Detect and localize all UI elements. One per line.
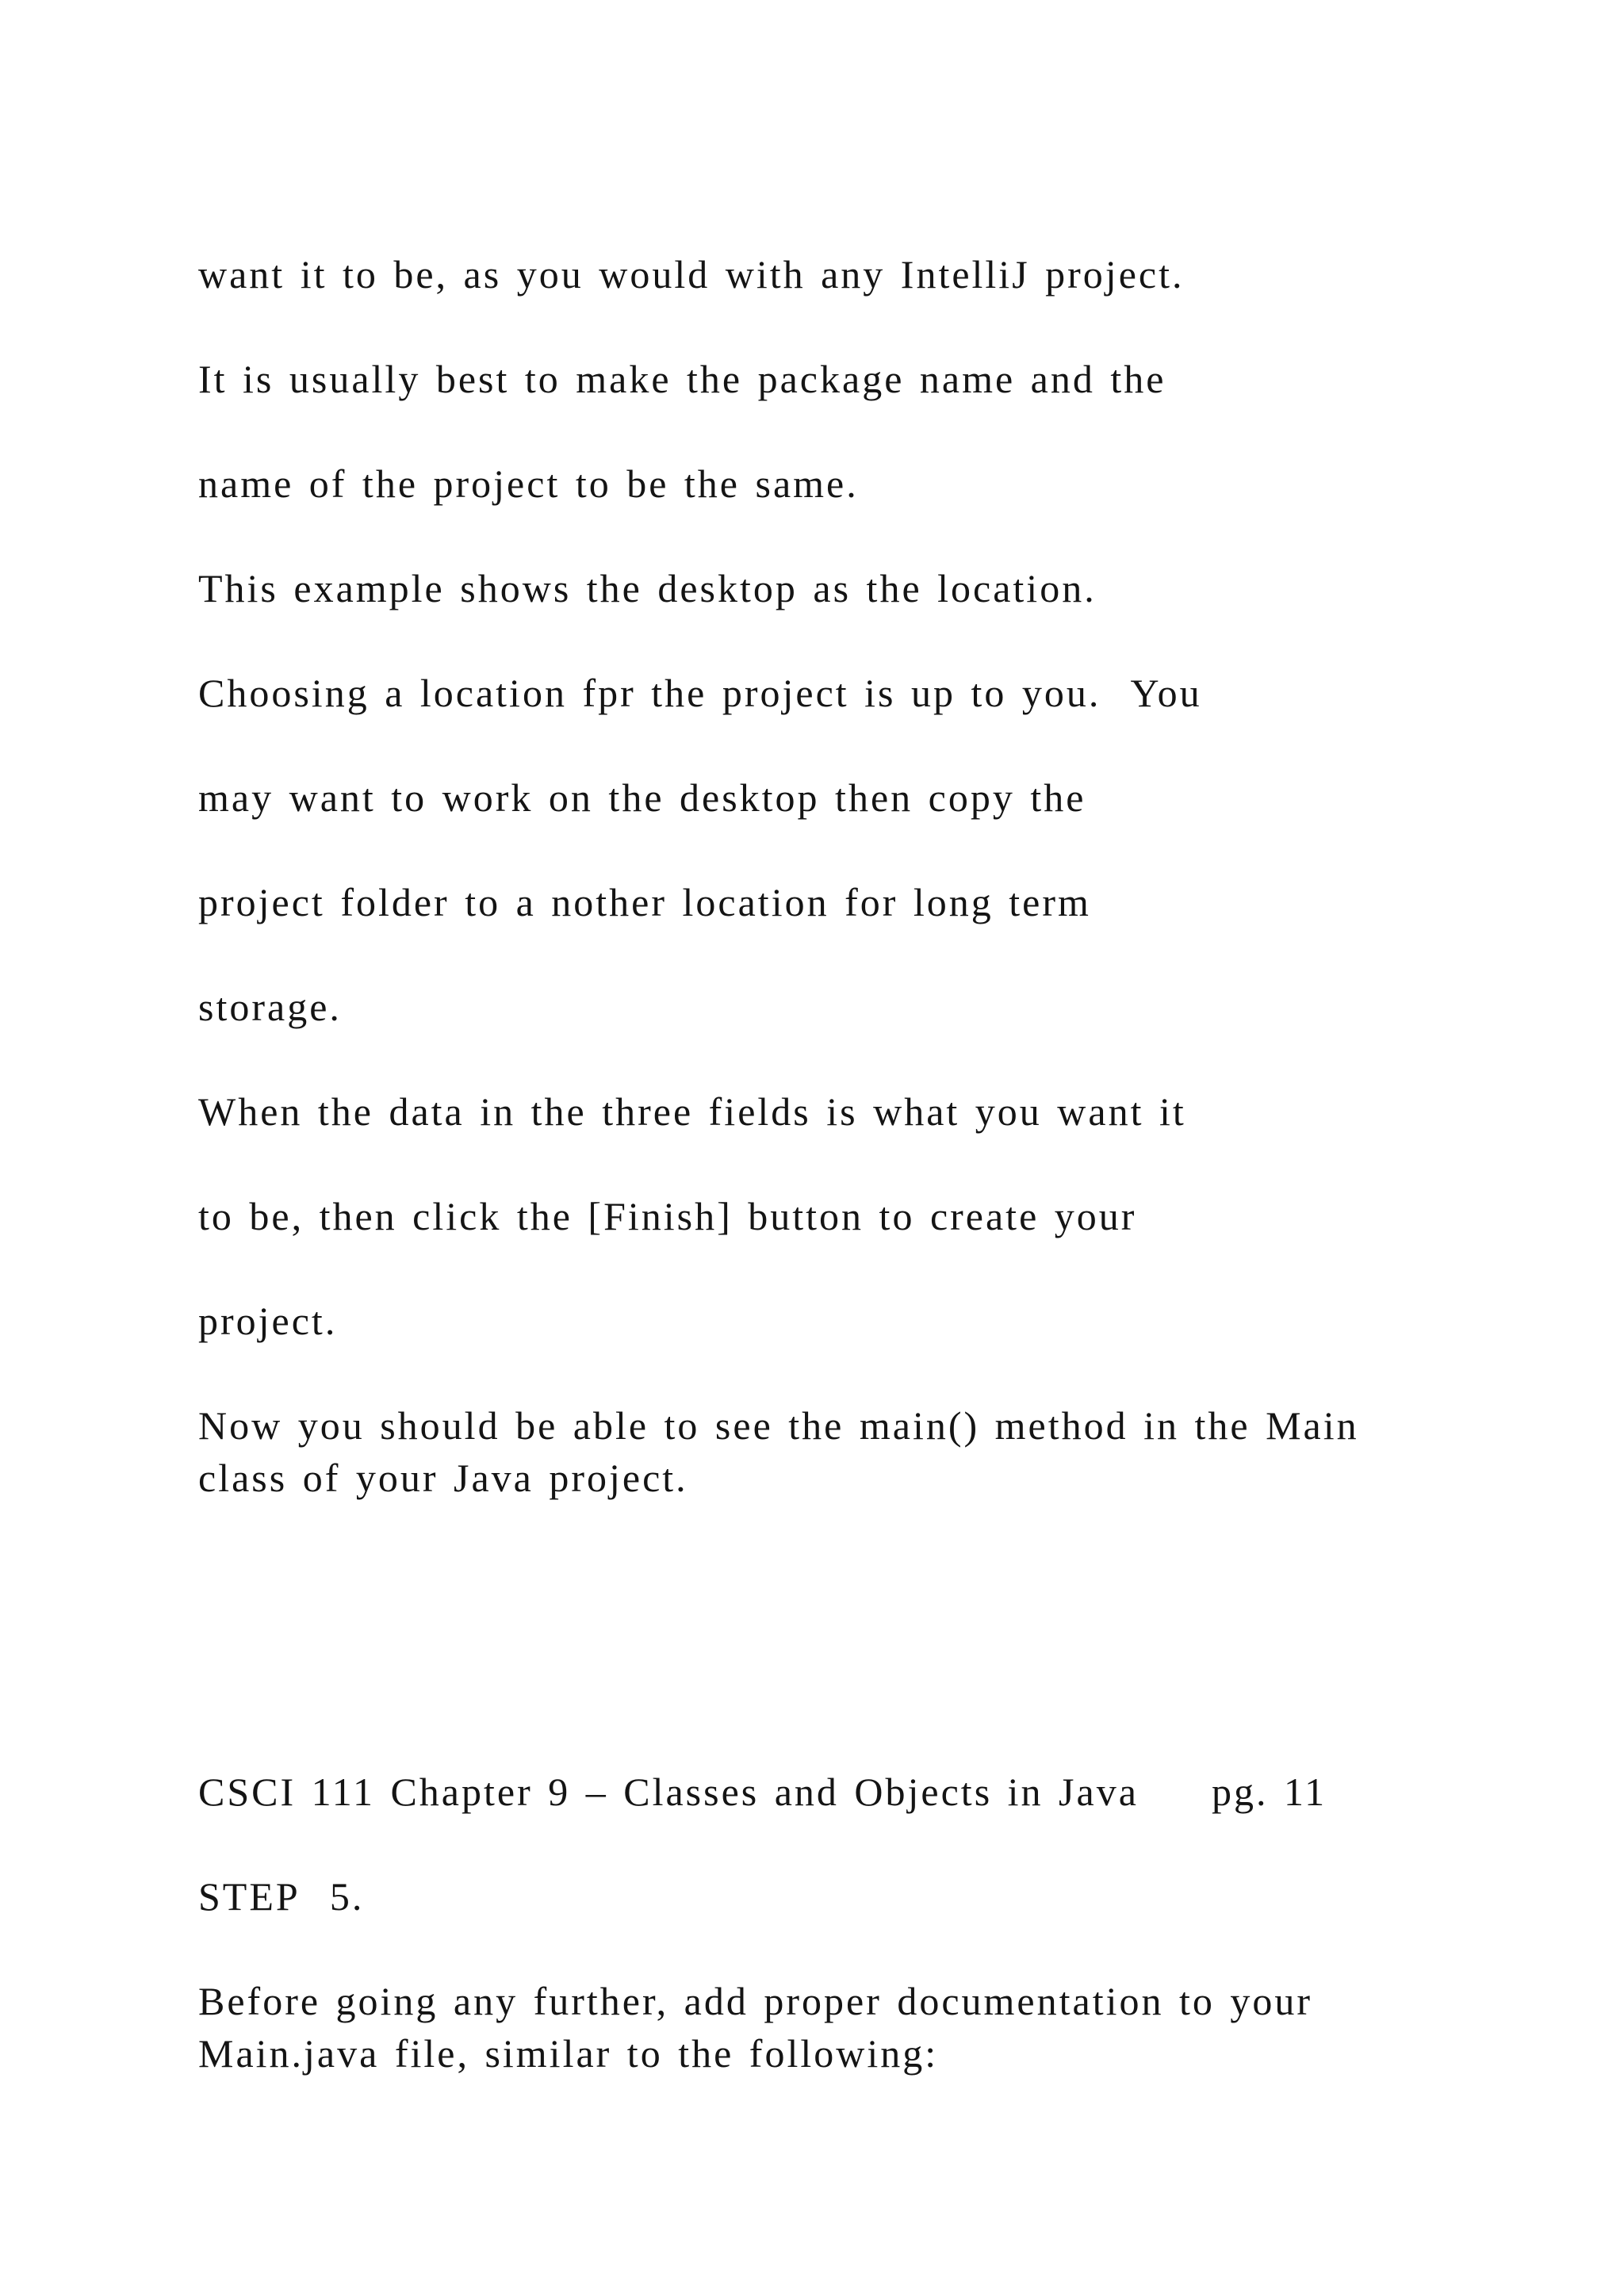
text-line: project folder to a nother location for long term [198, 880, 1091, 924]
text-line: want it to be, as you would with any IntelliJ project. [198, 252, 1185, 297]
step-heading: STEP 5. [198, 1874, 365, 1919]
text-line: to be, then click the [Finish] button to create your [198, 1194, 1137, 1238]
text-line: storage. [198, 985, 342, 1029]
text-line: class of your Java project. [198, 1456, 688, 1500]
text-line: When the data in the three fields is what you want it [198, 1089, 1186, 1134]
text-line: Choosing a location fpr the project is up to you. You [198, 671, 1202, 715]
text-line: may want to work on the desktop then copy the [198, 775, 1086, 820]
text-line: name of the project to be the same. [198, 461, 859, 506]
page-number: pg. 11 [1212, 1770, 1327, 1814]
text-line: This example shows the desktop as the location. [198, 566, 1097, 610]
text-line: Before going any further, add proper documentation to your [198, 1979, 1313, 2023]
text-line: Now you should be able to see the main() method in the Main [198, 1403, 1359, 1448]
text-line: Main.java file, similar to the following: [198, 2031, 939, 2076]
page-footer-title: CSCI 111 Chapter 9 – Classes and Objects in Java [198, 1770, 1139, 1814]
text-line: It is usually best to make the package name and the [198, 357, 1166, 401]
text-line: project. [198, 1299, 338, 1343]
